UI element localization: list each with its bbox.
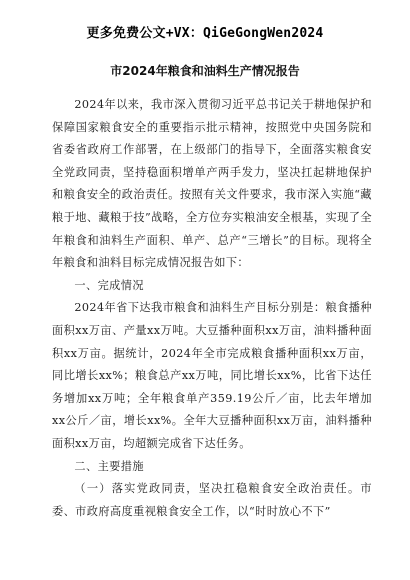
section-heading-measures: 二、主要措施 (74, 459, 144, 473)
document-title: 市2024年粮食和油料生产情况报告 (110, 64, 300, 78)
promo-banner: 更多免费公文+VX：QiGeGongWen2024 (86, 26, 324, 41)
section-heading-completion: 一、完成情况 (74, 278, 144, 292)
document-body (52, 94, 372, 523)
completion-paragraph: 2024年省下达我市粮食和油料生产目标分别是：粮食播种面积xx万亩、产量xx万吨。大豆播种面积xx万亩，油料播种面积xx万亩。据统计，2024年全市完成粮食播种面积xx万亩，同比增长xx%；粮食总产xx万吨，同比增长xx%，比省下达任务增加xx万吨；全年粮食单产359.19公斤／亩，比去年增加xx公斤／亩，增长xx%。全年大豆播种面积xx万亩，油料播种面积xx万亩，均超额完成省下达任务。 (52, 301, 372, 450)
intro-paragraph: 2024年以来，我市深入贯彻习近平总书记关于耕地保护和保障国家粮食安全的重要指示批示精神，按照党中央国务院和省委省政府工作部署，在上级部门的指导下，全面落实粮食安全党政同责，坚持稳面积增单产两手发力，坚决扛起耕地保护和粮食安全的政治责任。按照有关文件要求，我市深入实施“藏粮于地、藏粮于技”战略，全方位夯实粮油安全根基，实现了全年粮食和油料生产面积、单产、总产“三增长”的目标。现将全年粮食和油料目标完成情况报告如下： (52, 98, 372, 270)
measures-paragraph: （一）落实党政同责，坚决扛稳粮食安全政治责任。市委、市政府高度重视粮食安全工作，以“时时放心不下” (52, 482, 372, 518)
